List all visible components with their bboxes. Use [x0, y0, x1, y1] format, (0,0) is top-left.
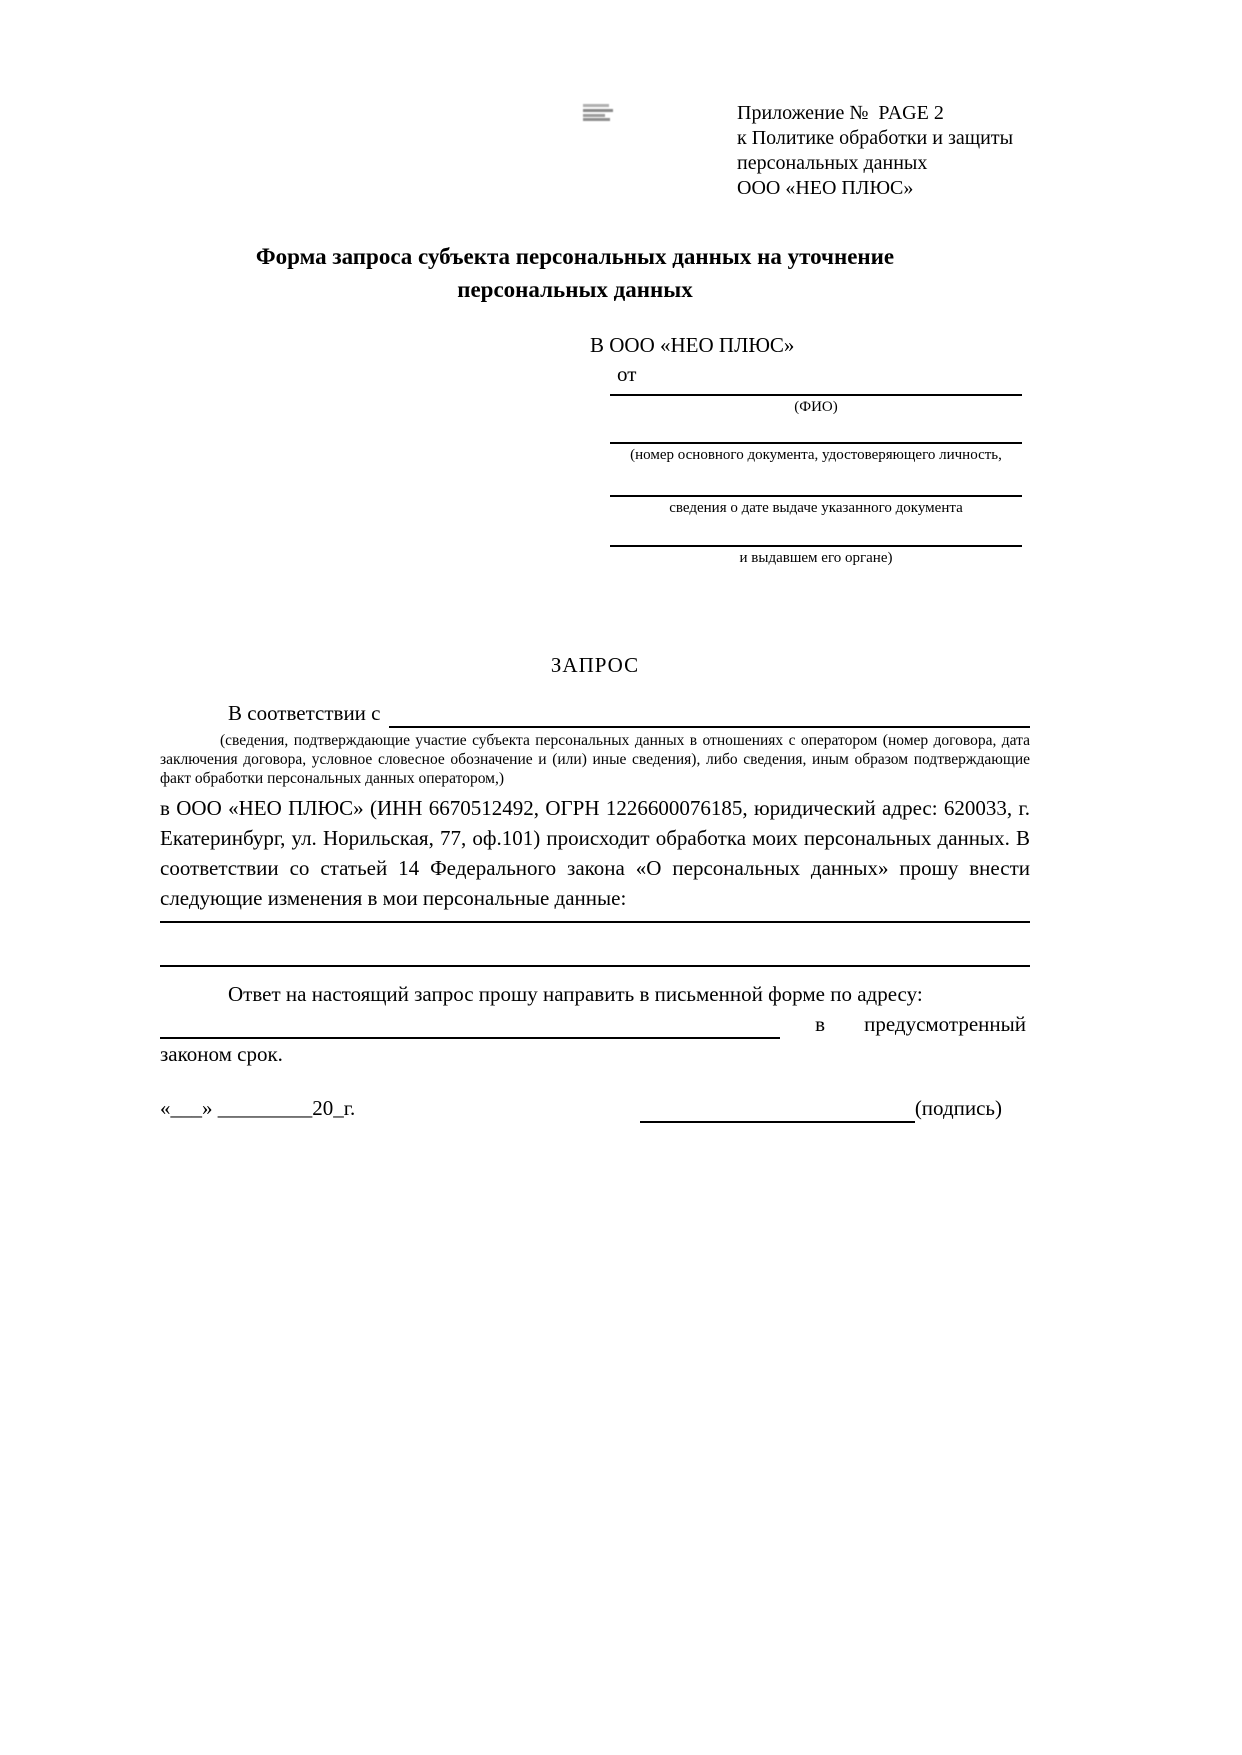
addressee-block — [590, 332, 1022, 567]
basis-fill-line[interactable] — [389, 698, 1031, 728]
signature-fill-line[interactable] — [640, 1095, 915, 1123]
answer-sentence: Ответ на настоящий запрос прошу направить в письменной форме по адресу: — [228, 982, 923, 1006]
request-section — [160, 650, 1030, 1123]
date-signature-row — [160, 1093, 1030, 1123]
document-number-caption: (номер основного документа, удостоверяющего личность, — [630, 447, 1002, 463]
answer-suffix-word-1: в — [815, 1012, 826, 1036]
policy-reference-line: к Политике обработки и защиты — [737, 127, 1014, 149]
fio-fill-line[interactable] — [610, 387, 1022, 396]
attachment-header — [737, 101, 1037, 201]
request-body-paragraph: в ООО «НЕО ПЛЮС» (ИНН 6670512492, ОГРН 1226600076185, юридический адрес: 620033, г. Екатеринбург, ул. Норильская, 77, оф.101) происходит обработка моих персональных данных. В соответствии со статьей 14 Федерального закона «О персональных данных» прошу внести следующие изменения в мои персональные данные: — [160, 796, 1030, 910]
address-fill-line[interactable] — [160, 1009, 780, 1039]
document-title-text: Форма запроса субъекта персональных данных на уточнение персональных данных — [255, 244, 895, 302]
fine-print-note: (сведения, подтверждающие участие субъекта персональных данных в отношениях с оператором (номер договора, дата заключения договора, условное словесное обозначение и (или) иные сведения), либо сведения, иным образом подтверждающие факт обработки персональных данных оператором,) — [160, 732, 1030, 787]
policy-reference-line-2: персональных данных — [737, 152, 928, 174]
company-name-line: ООО «НЕО ПЛЮС» — [737, 177, 914, 199]
issue-date-field — [610, 464, 1022, 517]
request-heading: ЗАПРОС — [550, 653, 640, 677]
document-title — [160, 240, 1030, 306]
issue-date-caption: сведения о дате выдаче указанного документа — [669, 500, 963, 516]
changes-fill-line-1[interactable] — [160, 916, 1030, 923]
answer-suffix-word-2: предусмотренный — [864, 1012, 1026, 1036]
issuing-authority-field — [610, 517, 1022, 567]
document-number-field — [610, 416, 1022, 464]
answer-tail: законом срок. — [160, 1042, 283, 1066]
intro-line — [160, 698, 1030, 728]
document-number-fill-line[interactable] — [610, 416, 1022, 444]
embedded-object-icon — [583, 104, 613, 124]
changes-fill-line-2[interactable] — [160, 923, 1030, 967]
signature-caption: (подпись) — [914, 1096, 1002, 1120]
address-line-row — [160, 1009, 1030, 1039]
issuing-authority-caption: и выдавшем его органе) — [739, 550, 893, 566]
intro-prefix: В соответствии с — [228, 701, 381, 725]
issue-date-fill-line[interactable] — [610, 464, 1022, 497]
issuing-authority-fill-line[interactable] — [610, 517, 1022, 547]
signature-group — [640, 1093, 1002, 1123]
addressee-from-label: от — [617, 362, 637, 386]
attachment-number-line: Приложение № PAGE 2 — [737, 102, 944, 124]
addressee-to: В ООО «НЕО ПЛЮС» — [590, 333, 795, 357]
fio-field — [610, 387, 1022, 416]
fio-caption: (ФИО) — [794, 399, 838, 415]
date-line: «___» _________20_г. — [160, 1096, 356, 1120]
